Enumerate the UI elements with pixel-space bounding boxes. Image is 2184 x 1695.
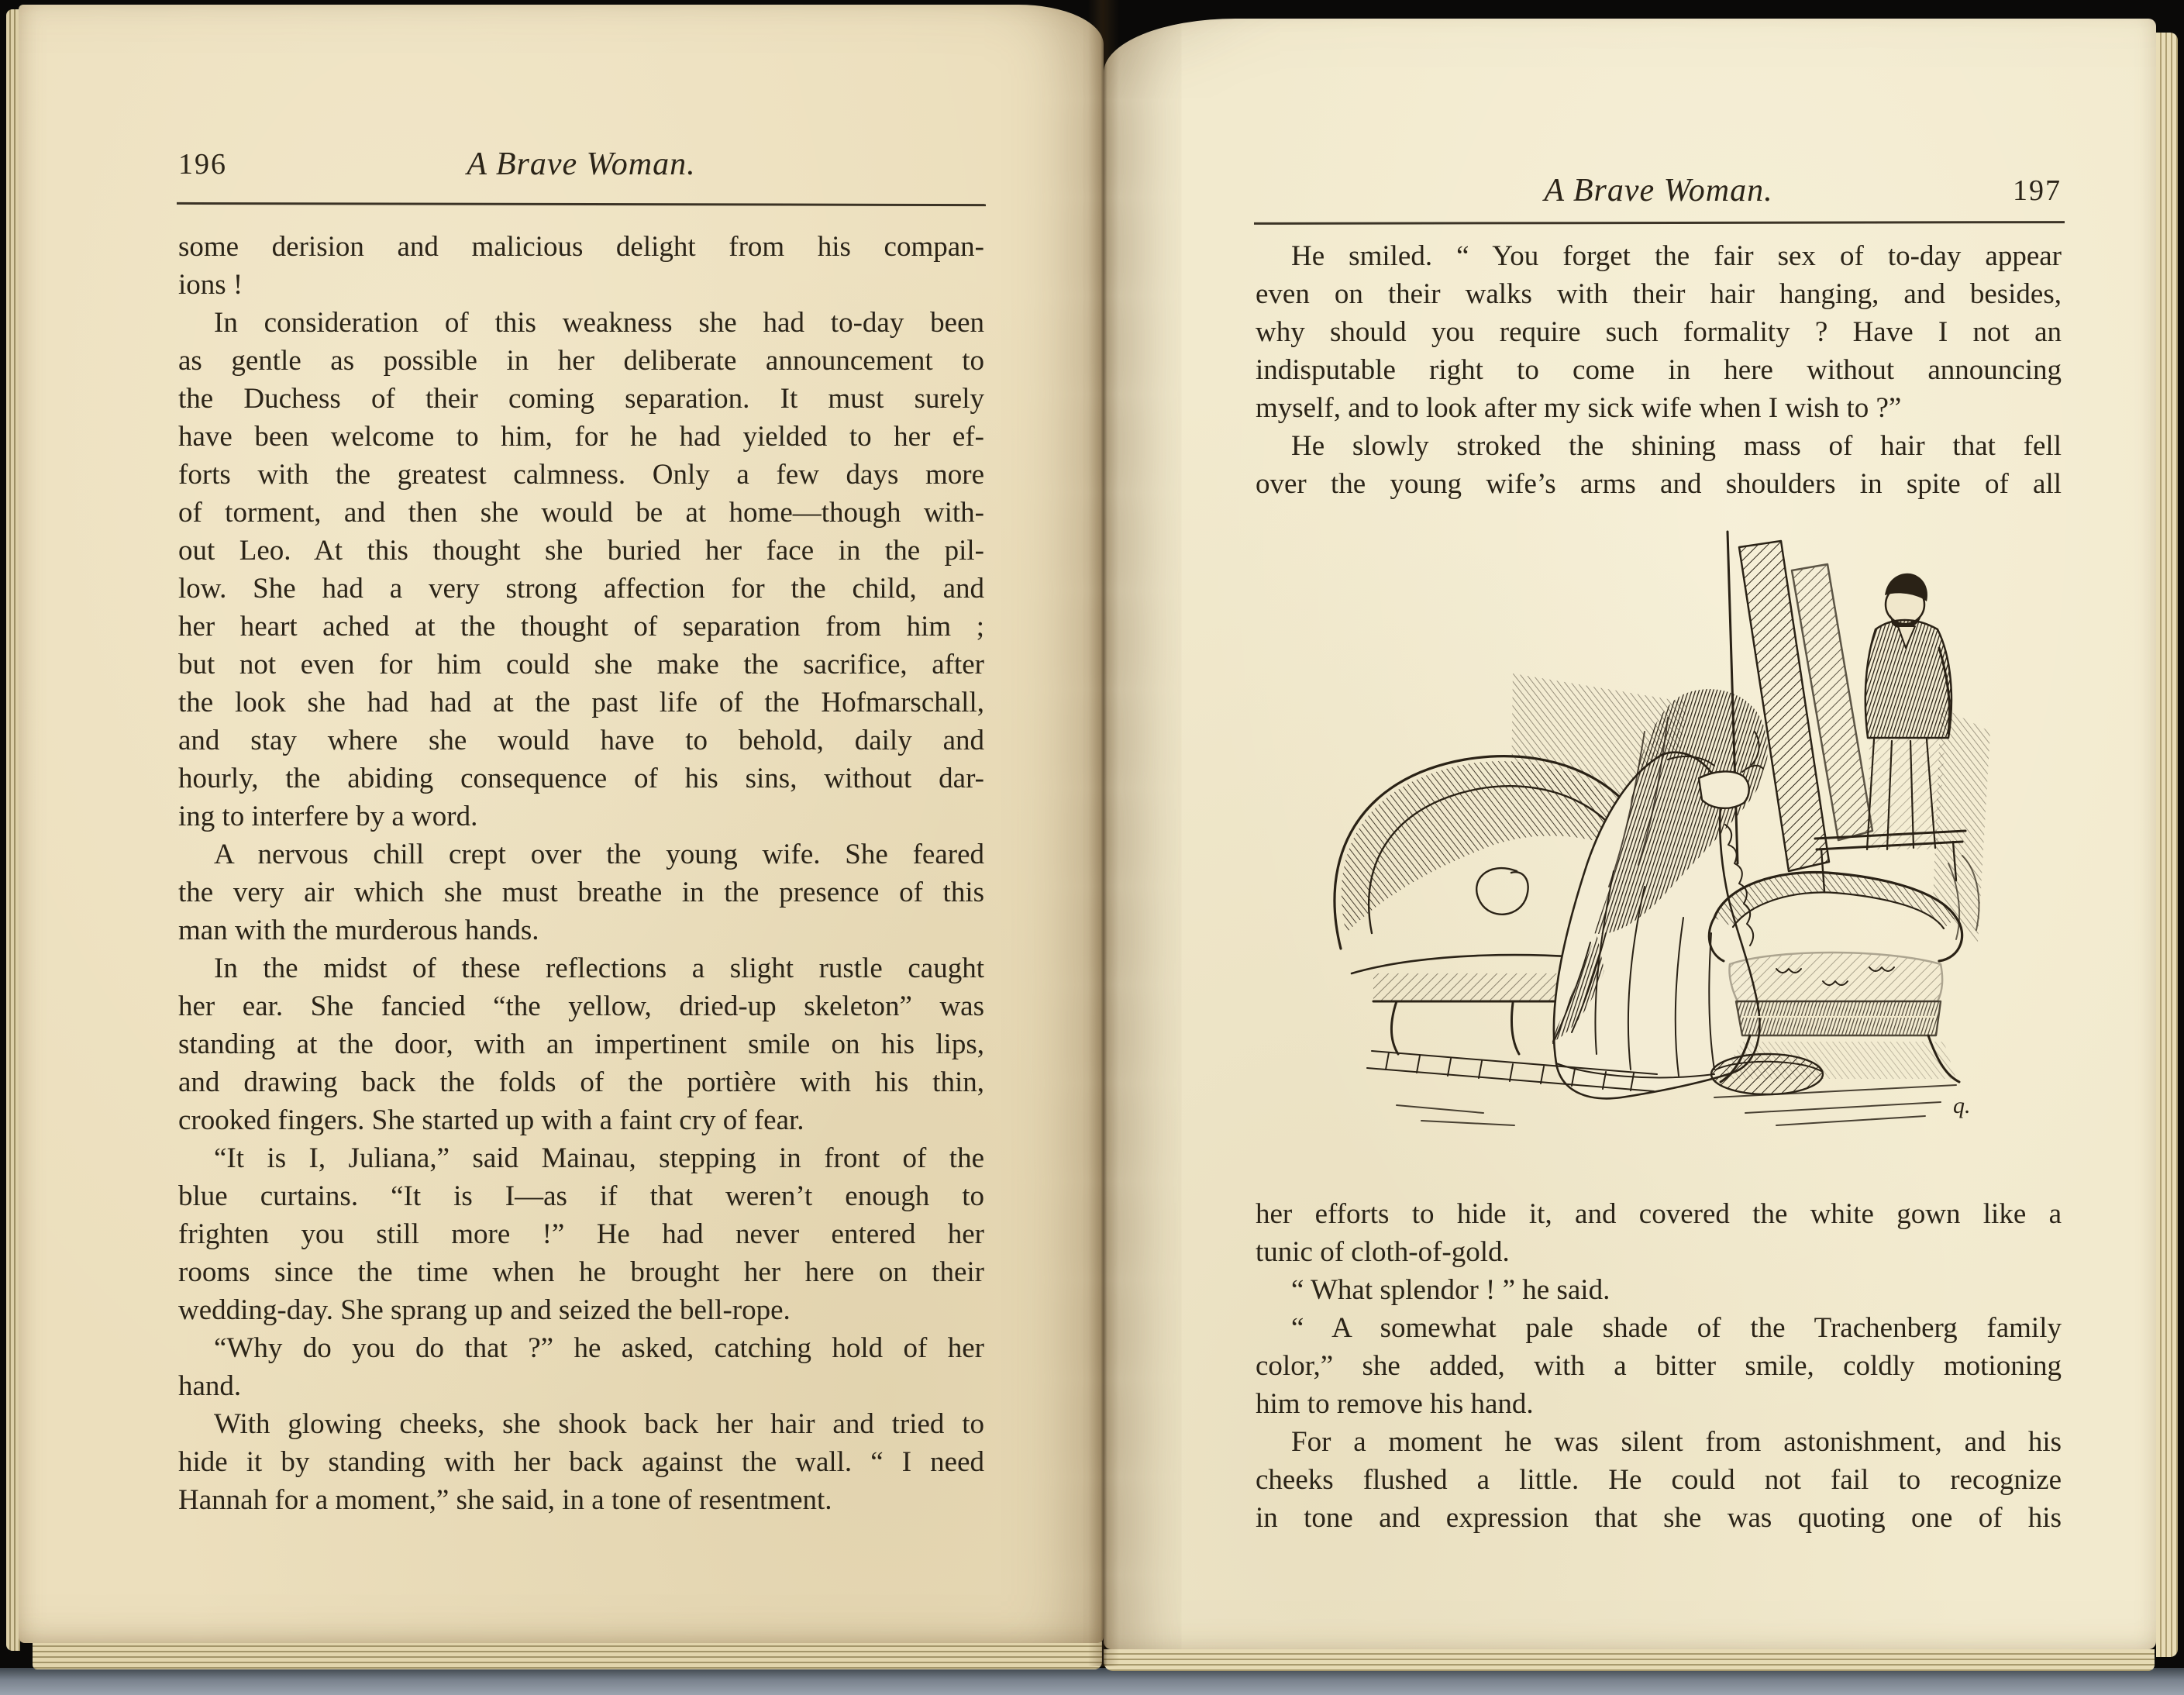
running-head-right: A Brave Woman.: [1544, 173, 1773, 208]
illustrator-signature: q.: [1953, 1093, 1971, 1118]
text-line: crooked fingers. She started up with a faint cry of fear.: [178, 1104, 804, 1136]
text-line: hourly, the abiding consequence of his sins, without dar-: [178, 763, 984, 794]
text-line: forts with the greatest calmness. Only a few days more: [178, 459, 984, 491]
text-line: and stay where she would have to behold, daily and: [178, 725, 984, 756]
text-line: have been welcome to him, for he had yielded to her ef-: [178, 421, 984, 453]
text-line: hand.: [178, 1370, 242, 1402]
text-line: With glowing cheeks, she shook back her hair and tried to: [214, 1408, 984, 1440]
page-header-right: [1256, 172, 2062, 217]
text-line: the look she had had at the past life of the Hofmarschall,: [178, 687, 984, 718]
text-line: cheeks flushed a little. He could not fail to recognize: [1256, 1464, 2062, 1496]
text-line: In consideration of this weakness she had to-day been: [214, 307, 984, 339]
text-line: ing to interfere by a word.: [178, 801, 478, 832]
text-line: the Duchess of their coming separation. It must surely: [178, 383, 984, 415]
text-column-right-bottom: [1256, 1195, 2062, 1537]
text-line: even on their walks with their hair hanging, and besides,: [1256, 278, 2062, 310]
text-line: myself, and to look after my sick wife when I wish to ?”: [1256, 392, 1902, 424]
text-line: in tone and expression that she was quoting one of his: [1256, 1502, 2062, 1534]
text-line: “ A somewhat pale shade of the Trachenberg family: [1291, 1312, 2062, 1344]
text-line: He smiled. “ You forget the fair sex of to-day appear: [1291, 240, 2062, 272]
page-edges-bottom-right: [1104, 1649, 2155, 1671]
header-rule-left: [177, 202, 986, 206]
text-line: hide it by standing with her back against the wall. “ I need: [178, 1446, 984, 1478]
text-line: of torment, and then she would be at home—though with-: [178, 497, 984, 529]
page-edges-right: [2156, 33, 2178, 1657]
text-line: man with the murderous hands.: [178, 915, 539, 946]
page-number-196: 196: [178, 148, 227, 181]
text-line: blue curtains. “It is I—as if that weren’t enough to: [178, 1180, 984, 1212]
text-line: her heart ached at the thought of separation from him ;: [178, 611, 984, 643]
text-line: and drawing back the folds of the portière with his thin,: [178, 1066, 984, 1098]
text-line: her efforts to hide it, and covered the white gown like a: [1256, 1198, 2062, 1230]
text-line: “It is I, Juliana,” said Mainau, stepping in front of the: [214, 1142, 984, 1174]
text-line: “Why do you do that ?” he asked, catching hold of her: [214, 1332, 984, 1364]
text-line: her ear. She fancied “the yellow, dried-up skeleton” was: [178, 990, 984, 1022]
text-line: standing at the door, with an impertinent smile on his lips,: [178, 1028, 984, 1060]
text-line: some derision and malicious delight from his compan-: [178, 231, 984, 263]
header-rule-right: [1254, 221, 2065, 225]
text-line: rooms since the time when he brought her here on their: [178, 1256, 984, 1288]
text-line: wedding-day. She sprang up and seized the bell-rope.: [178, 1294, 791, 1326]
text-line: Hannah for a moment,” she said, in a tone of resentment.: [178, 1484, 832, 1516]
text-line: over the young wife’s arms and shoulders in spite of all: [1256, 468, 2062, 500]
text-line: tunic of cloth-of-gold.: [1256, 1236, 1510, 1268]
text-line: the very air which she must breathe in the presence of this: [178, 877, 984, 908]
text-line: A nervous chill crept over the young wife. She feared: [214, 839, 984, 870]
text-line: “ What splendor ! ” he said.: [1291, 1274, 1610, 1306]
illustration-woman-on-chaise-with-man: [1280, 499, 2001, 1166]
text-line: color,” she added, with a bitter smile, coldly motioning: [1256, 1350, 2062, 1382]
text-line: low. She had a very strong affection for the child, and: [178, 573, 984, 605]
table-surface: [0, 1668, 2184, 1695]
text-line: but not even for him could she make the sacrifice, after: [178, 649, 984, 680]
text-line: as gentle as possible in her deliberate announcement to: [178, 345, 984, 377]
page-196: [19, 5, 1104, 1643]
page-edges-bottom-left: [33, 1642, 1102, 1669]
text-line: indisputable right to come in here without announcing: [1256, 354, 2062, 386]
page-header-left: [178, 146, 984, 191]
text-line: frighten you still more !” He had never entered her: [178, 1218, 984, 1250]
text-column-left: [178, 228, 984, 1519]
text-line: ions !: [178, 269, 243, 301]
text-line: why should you require such formality ? Have I not an: [1256, 316, 2062, 348]
running-head-left: A Brave Woman.: [467, 146, 696, 182]
text-column-right-top: [1256, 237, 2062, 503]
text-line: He slowly stroked the shining mass of hair that fell: [1291, 430, 2062, 462]
text-line: For a moment he was silent from astonishment, and his: [1291, 1426, 2062, 1458]
text-line: out Leo. At this thought she buried her face in the pil-: [178, 535, 984, 567]
text-line: In the midst of these reflections a slight rustle caught: [214, 953, 984, 984]
text-line: him to remove his hand.: [1256, 1388, 1534, 1420]
page-197: [1104, 19, 2156, 1649]
page-number-197: 197: [2013, 174, 2062, 207]
